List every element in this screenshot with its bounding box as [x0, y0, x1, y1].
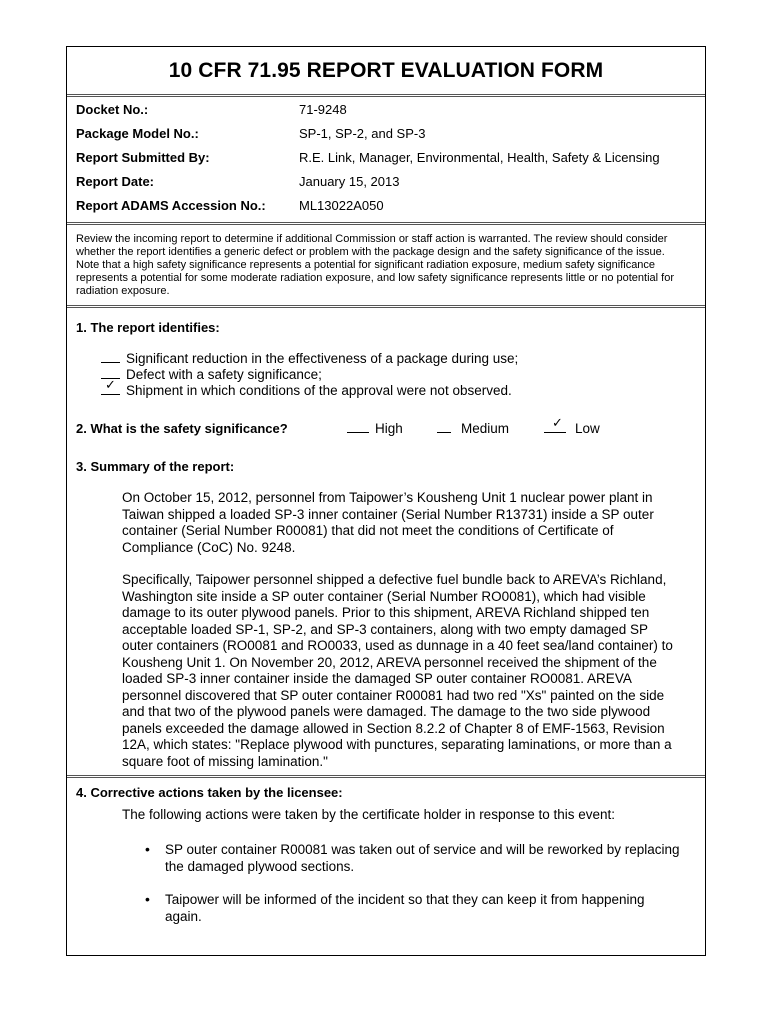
significance-high[interactable]	[347, 421, 403, 436]
bullet-line: again.	[165, 908, 202, 924]
docket-row	[76, 102, 148, 117]
summary-line: On October 15, 2012, personnel from Taipower’s Kousheng Unit 1 nuclear power plant in	[122, 490, 653, 505]
section4-heading: 4. Corrective actions taken by the licensee:	[76, 785, 343, 800]
section3-heading: 3. Summary of the report:	[76, 459, 235, 474]
section3-divider	[67, 775, 705, 778]
adams-row	[76, 198, 266, 213]
instructions-text	[76, 233, 701, 298]
option-label: Significant reduction in the effectiveness of a package during use;	[126, 351, 519, 366]
summary-line: square foot of missing lamination."	[122, 753, 328, 769]
report-date-row	[76, 174, 154, 189]
summary-line: acceptable loaded SP-1, SP-2, and SP-3 containers, along with two empty damaged SP	[122, 621, 649, 637]
summary-line: Washington site inside a SP outer container (Serial Number RO0081), which had visible	[122, 588, 646, 604]
summary-line: 12A, which states: "Replace plywood with punctures, separating laminations, or more than a	[122, 737, 672, 752]
summary-line: Kousheng Unit 1. On November 20, 2012, AREVA personnel received the shipment of the	[122, 654, 657, 670]
bullet-line: Taipower will be informed of the incident so that they can keep it from happening	[165, 892, 645, 907]
report-date-value: January 15, 2013	[299, 174, 400, 189]
package-model-label: Package Model No.:	[76, 126, 199, 141]
section1-heading: 1. The report identifies:	[76, 320, 220, 335]
bullet-line: the damaged plywood sections.	[165, 858, 355, 874]
package-model-value: SP-1, SP-2, and SP-3	[299, 126, 426, 141]
submitted-by-row	[76, 150, 210, 165]
corrective-bullet	[145, 892, 705, 925]
low-label: Low	[575, 421, 600, 436]
summary-line: outer containers (RO0081 and RO0033, used as dunnage in a 40 feet sea/land container) to	[122, 638, 673, 653]
adams-label: Report ADAMS Accession No.:	[76, 198, 266, 213]
instructions-line: radiation exposure.	[76, 285, 170, 297]
instructions-line: Note that a high safety significance represents a potential for significant radiation exposure, medium safety significance	[76, 259, 656, 271]
checkmark-icon[interactable]	[101, 383, 120, 395]
high-blank[interactable]	[347, 421, 369, 433]
summary-line: Compliance (CoC) No. 9248.	[122, 539, 296, 555]
submitted-by-value: R.E. Link, Manager, Environmental, Health, Safety & Licensing	[299, 150, 660, 165]
checkbox-blank[interactable]	[101, 351, 120, 363]
option-shipment-conditions[interactable]	[101, 383, 512, 398]
evaluation-form	[66, 46, 706, 956]
high-label: High	[375, 421, 403, 436]
significance-medium[interactable]	[437, 421, 509, 436]
info-divider	[67, 222, 705, 225]
medium-blank[interactable]	[437, 421, 451, 433]
instructions-divider	[67, 305, 705, 308]
summary-line: loaded SP-3 inner container inside the damaged SP outer container RO0081. AREVA	[122, 671, 632, 686]
package-model-row	[76, 126, 199, 141]
medium-label: Medium	[461, 421, 510, 436]
instructions-line: represents a potential for some moderate radiation exposure, and low safety significance represents little or no potential for	[76, 272, 674, 284]
section2-heading: 2. What is the safety significance?	[76, 421, 288, 436]
option-defect[interactable]	[101, 367, 322, 382]
submitted-by-label: Report Submitted By:	[76, 150, 210, 165]
adams-value: ML13022A050	[299, 198, 384, 213]
bullet-icon: •	[145, 891, 150, 907]
docket-value: 71-9248	[299, 102, 347, 117]
checkmark-icon[interactable]	[544, 421, 566, 433]
form-title: 10 CFR 71.95 REPORT EVALUATION FORM	[168, 59, 604, 82]
option-label: Shipment in which conditions of the approval were not observed.	[126, 383, 512, 398]
instructions-line: Review the incoming report to determine if additional Commission or staff action is warranted. The review should consider	[76, 233, 668, 245]
corrective-intro: The following actions were taken by the certificate holder in response to this event:	[122, 807, 616, 822]
bullet-icon: •	[145, 841, 150, 857]
docket-label: Docket No.:	[76, 102, 149, 117]
report-date-label: Report Date:	[76, 174, 155, 189]
title-divider	[67, 94, 705, 97]
significance-low[interactable]	[544, 421, 600, 436]
summary-line: panels exceeded the damage allowed in Section 8.2.2 of Chapter 8 of EMF-1563, Revision	[122, 720, 665, 736]
option-label: Defect with a safety significance;	[126, 367, 322, 382]
bullet-line: SP outer container R00081 was taken out of service and will be reworked by replacing	[165, 842, 680, 857]
summary-paragraph-1	[122, 490, 702, 556]
corrective-bullet	[145, 842, 705, 875]
instructions-line: whether the report identifies a generic defect or problem with the package design and the safety significance of the issue.	[76, 246, 665, 258]
summary-line: and that two of the plywood panels were damaged. The damage to the two side plywood	[122, 704, 651, 719]
summary-paragraph-2	[122, 572, 702, 770]
summary-line: Taiwan shipped a loaded SP-3 inner container (Serial Number R13731) inside a SP outer	[122, 506, 654, 522]
summary-line: Specifically, Taipower personnel shipped a defective fuel bundle back to AREVA’s Richland,	[122, 572, 667, 587]
summary-line: container (Serial Number R00081) that did not meet the conditions of Certificate of	[122, 523, 614, 538]
option-significant-reduction[interactable]	[101, 351, 518, 366]
summary-line: personnel discovered that SP outer container R00081 had two red "Xs" painted on the side	[122, 687, 665, 703]
summary-line: damage to its outer plywood panels. Prior to this shipment, AREVA Richland shipped ten	[122, 605, 650, 620]
